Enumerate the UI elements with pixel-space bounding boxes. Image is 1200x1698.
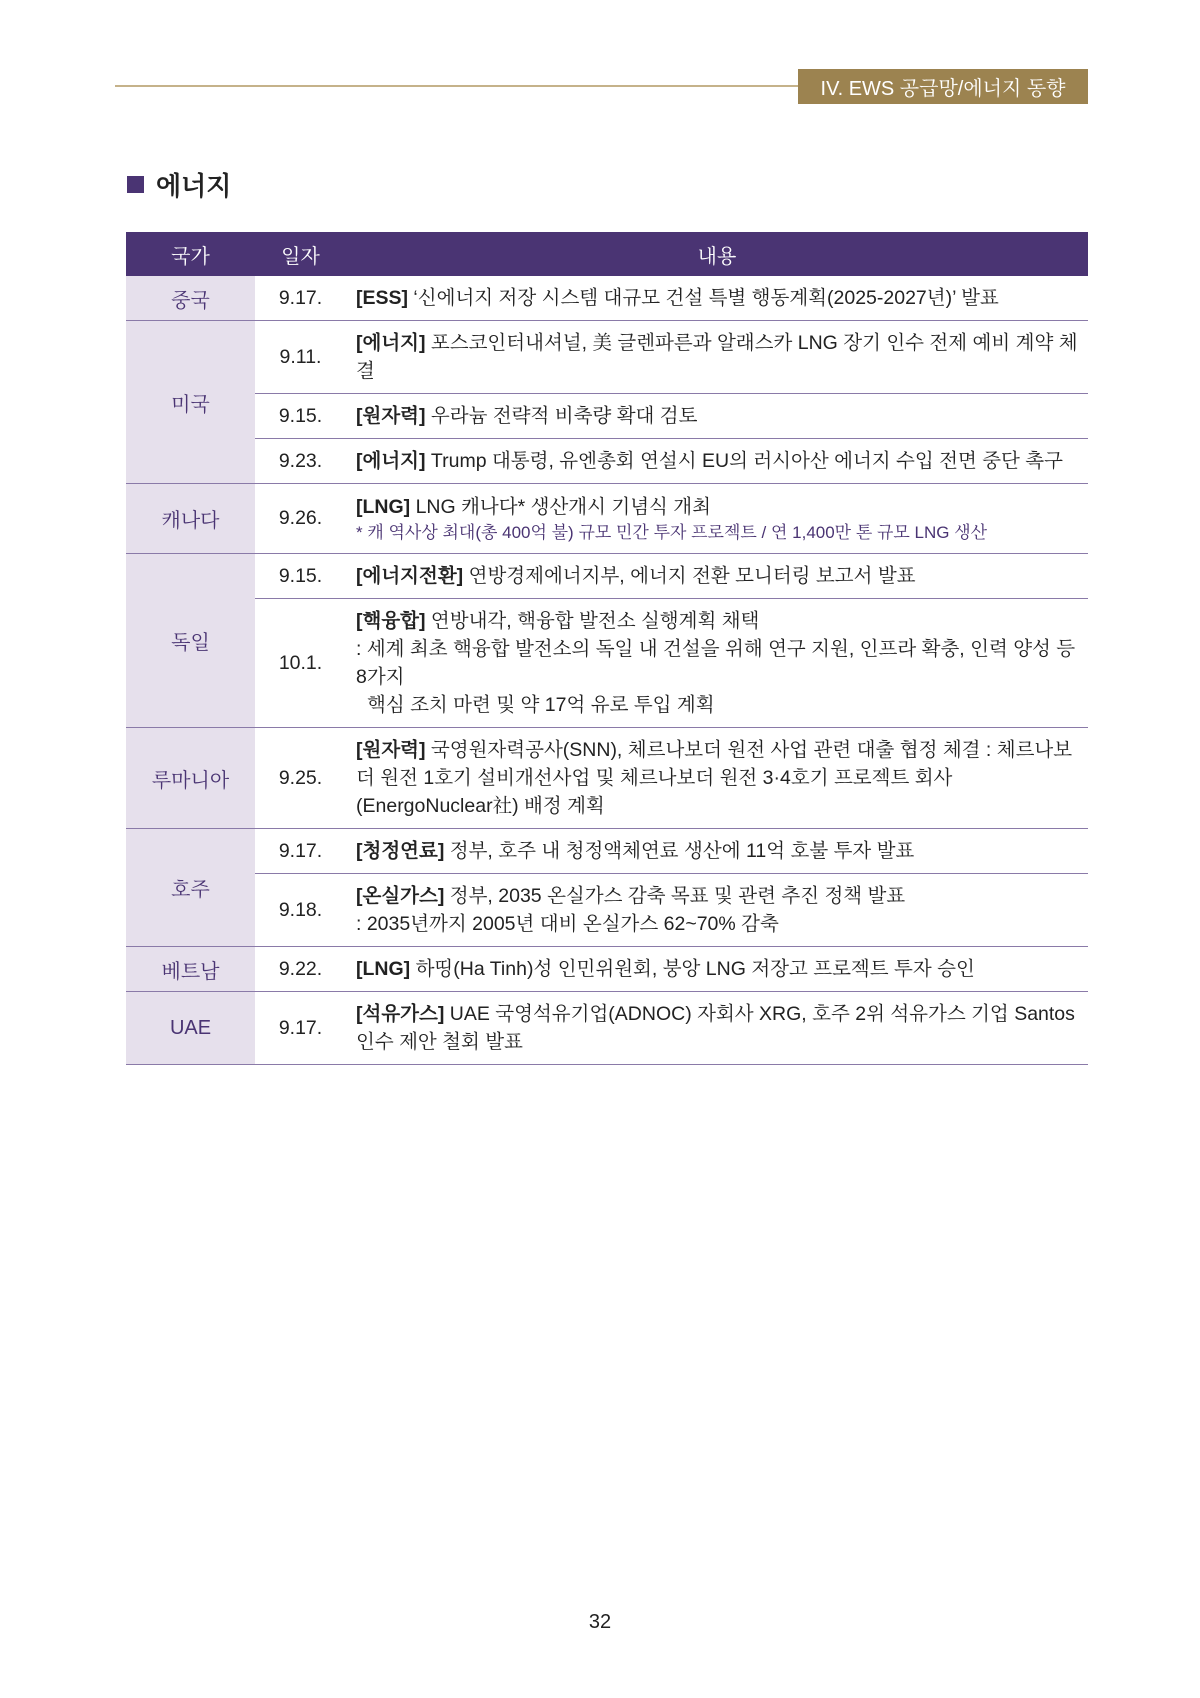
content-cell (346, 394, 1088, 439)
content-text: 포스코인터내셔널, 美 글렌파른과 알래스카 LNG 장기 인수 전제 예비 계약 체결 (356, 332, 1078, 382)
country-cell: 베트남 (126, 947, 255, 992)
table-row (126, 321, 1088, 394)
content-cell (346, 554, 1088, 599)
country-cell: 미국 (126, 321, 255, 484)
chapter-tag: IV. EWS 공급망/에너지 동향 (798, 69, 1088, 104)
table-header-row (126, 232, 1088, 276)
table-row (126, 599, 1088, 728)
detail-text-continued: 핵심 조치 마련 및 약 17억 유로 투입 계획 (367, 694, 715, 716)
content-text: 국영원자력공사(SNN), 체르나보더 원전 사업 관련 대출 협정 체결 : 체르나보더 원전 1호기 설비개선사업 및 체르나보더 원전 3·4호기 프로젝트 회사(EnergoNuclear社) 배정 계획 (356, 739, 1073, 817)
content-cell (346, 947, 1088, 992)
content-cell (346, 599, 1088, 728)
category-tag: [ESS] (356, 287, 409, 309)
category-tag: [에너지] (356, 332, 426, 354)
section-heading (127, 166, 231, 203)
table-row (126, 992, 1088, 1065)
country-cell: 캐나다 (126, 484, 255, 554)
energy-table (126, 232, 1088, 1065)
detail-text: : 세계 최초 핵융합 발전소의 독일 내 건설을 위해 연구 지원, 인프라 확충, 인력 양성 등 8가지 (356, 638, 1076, 688)
table-row (126, 554, 1088, 599)
table-row (126, 484, 1088, 554)
date-cell: 9.25. (255, 728, 346, 829)
table-row (126, 276, 1088, 321)
country-cell: 루마니아 (126, 728, 255, 829)
date-cell: 10.1. (255, 599, 346, 728)
content-text: ‘신에너지 저장 시스템 대규모 건설 특별 행동계획(2025-2027년)’ 발표 (408, 287, 999, 309)
category-tag: [원자력] (356, 739, 426, 761)
table-row (126, 439, 1088, 484)
content-text: 정부, 2035 온실가스 감축 목표 및 관련 추진 정책 발표 (444, 885, 906, 907)
date-cell: 9.17. (255, 276, 346, 321)
country-cell: 중국 (126, 276, 255, 321)
category-tag: [LNG] (356, 958, 411, 980)
content-text: UAE 국영석유기업(ADNOC) 자회사 XRG, 호주 2위 석유가스 기업 Santos 인수 제안 철회 발표 (356, 1003, 1075, 1053)
category-tag: [핵융합] (356, 610, 426, 632)
content-text: Trump 대통령, 유엔총회 연설시 EU의 러시아산 에너지 수입 전면 중단 촉구 (425, 450, 1063, 472)
content-cell (346, 728, 1088, 829)
date-cell: 9.11. (255, 321, 346, 394)
content-cell (346, 276, 1088, 321)
content-text: 우라늄 전략적 비축량 확대 검토 (425, 405, 698, 427)
table-row (126, 829, 1088, 874)
date-cell: 9.18. (255, 874, 346, 947)
header-date: 일자 (255, 232, 346, 276)
category-tag: [청정연료] (356, 840, 445, 862)
square-bullet-icon (127, 176, 144, 193)
table-row (126, 947, 1088, 992)
table-row (126, 728, 1088, 829)
table-row (126, 874, 1088, 947)
category-tag: [에너지전환] (356, 565, 464, 587)
date-cell: 9.17. (255, 992, 346, 1065)
date-cell: 9.15. (255, 554, 346, 599)
category-tag: [LNG] (356, 495, 411, 518)
content-text: 정부, 호주 내 청정액체연료 생산에 11억 호불 투자 발표 (444, 840, 915, 862)
content-cell (346, 439, 1088, 484)
content-text: LNG 캐나다* 생산개시 기념식 개최 (410, 495, 711, 518)
country-cell: UAE (126, 992, 255, 1065)
date-cell: 9.15. (255, 394, 346, 439)
category-tag: [원자력] (356, 405, 426, 427)
header-country: 국가 (126, 232, 255, 276)
content-cell (346, 992, 1088, 1065)
content-cell (346, 321, 1088, 394)
header-content: 내용 (346, 232, 1088, 276)
content-cell (346, 874, 1088, 947)
footnote-text: * 캐 역사상 최대(총 400억 불) 규모 민간 투자 프로젝트 / 연 1,400만 톤 규모 LNG 생산 (356, 522, 988, 542)
content-text: 연방경제에너지부, 에너지 전환 모니터링 보고서 발표 (463, 565, 916, 587)
date-cell: 9.26. (255, 484, 346, 554)
page-number: 32 (588, 1611, 612, 1633)
country-cell: 독일 (126, 554, 255, 728)
table-row (126, 394, 1088, 439)
country-cell: 호주 (126, 829, 255, 947)
content-text: 하띵(Ha Tinh)성 인민위원회, 붕앙 LNG 저장고 프로젝트 투자 승인 (410, 958, 975, 980)
date-cell: 9.22. (255, 947, 346, 992)
content-text: 연방내각, 핵융합 발전소 실행계획 채택 (425, 610, 760, 632)
category-tag: [석유가스] (356, 1003, 445, 1025)
category-tag: [온실가스] (356, 885, 445, 907)
date-cell: 9.17. (255, 829, 346, 874)
date-cell: 9.23. (255, 439, 346, 484)
detail-text: : 2035년까지 2005년 대비 온실가스 62~70% 감축 (356, 913, 779, 935)
content-cell (346, 484, 1088, 554)
category-tag: [에너지] (356, 450, 426, 472)
content-cell (346, 829, 1088, 874)
section-title: 에너지 (156, 171, 232, 201)
